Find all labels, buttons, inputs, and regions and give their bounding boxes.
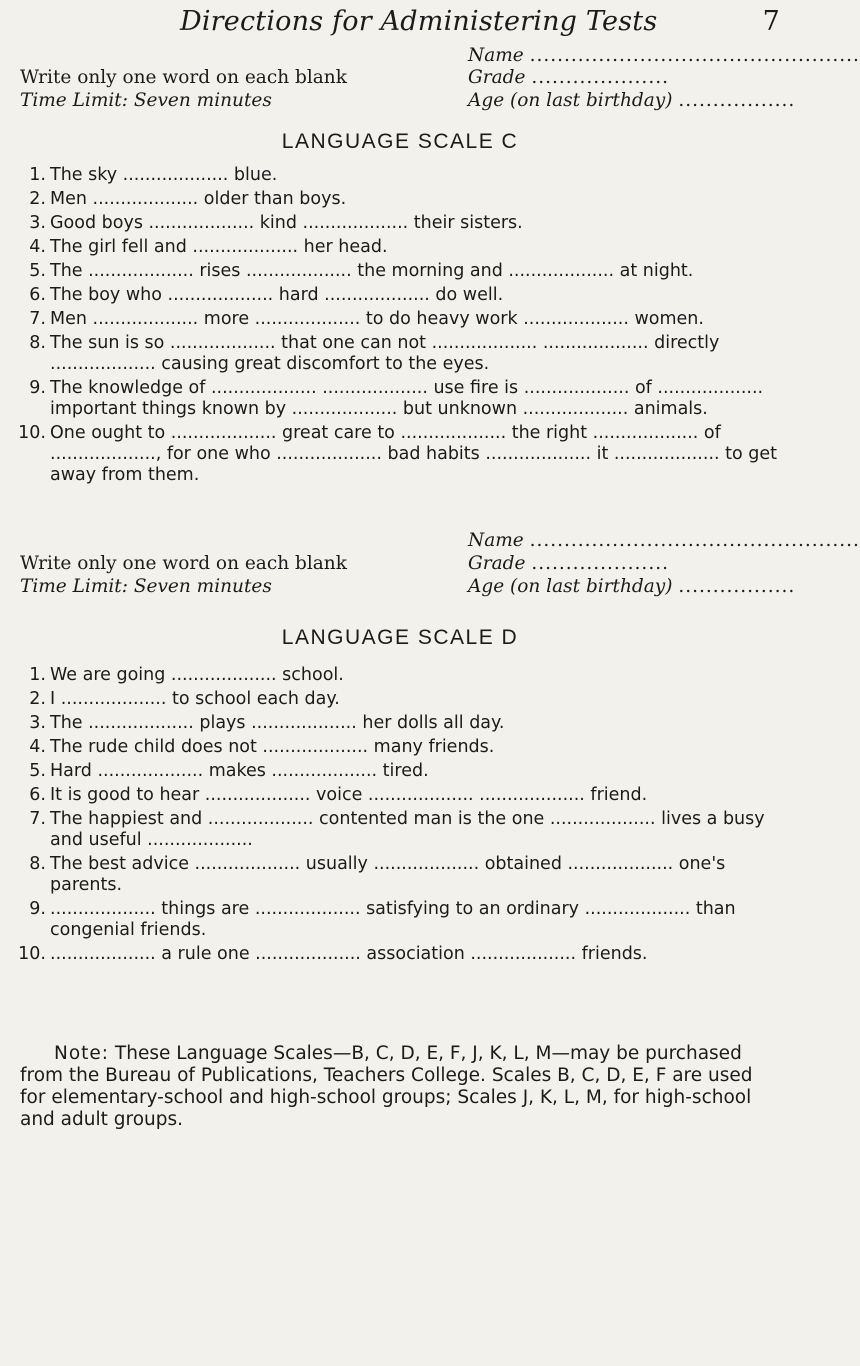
test-d-time-limit-label: Time Limit:: [20, 576, 128, 597]
test-c-name-label: Name: [468, 45, 524, 66]
test-c-age-label: Age (on last birthday): [468, 90, 673, 111]
test-d-time-limit-value: Seven minutes: [133, 576, 272, 597]
test-d-item-6: 6. It is good to hear ................... voice ................... ................... friend.: [29, 785, 648, 805]
test-c-item-5: 5. The ................... rises ................... the morning and ................... at night.: [29, 261, 694, 281]
test-d-age-label: Age (on last birthday): [468, 576, 673, 597]
test-d-name-blank: ................................................: [529, 530, 860, 551]
test-c-grade-blank: ....................: [531, 67, 669, 88]
note-label: Note:: [54, 1043, 110, 1064]
test-c-time-limit: [20, 90, 272, 111]
test-d-item-1: 1. We are going ................... school.: [29, 665, 344, 685]
test-c-time-limit-value: Seven minutes: [133, 90, 272, 111]
test-d-age-blank: .................: [678, 576, 796, 597]
page-number: 7: [762, 6, 780, 37]
running-head: [180, 6, 780, 37]
test-c-name-blank: ................................................: [529, 45, 860, 66]
test-d-item-7: 7. The happiest and ................... contented man is the one ................... lives a busy and useful ...................: [29, 809, 771, 850]
test-c-grade-label: Grade: [468, 67, 526, 88]
test-c-instruction: Write only one word on each blank: [20, 67, 347, 88]
test-c-item-7: 7. Men ................... more ................... to do heavy work ................... women.: [29, 309, 704, 329]
test-c-time-limit-label: Time Limit:: [20, 90, 128, 111]
test-d-grade-line: [468, 553, 669, 574]
test-c-title: LANGUAGE SCALE C: [281, 130, 519, 153]
test-c-item-10: 10. One ought to ................... great care to ................... the right ................... of ..................., for one who ................... bad habits ................... it ................... to get away from them.: [18, 423, 783, 485]
test-c-item-3: 3. Good boys ................... kind ................... their sisters.: [29, 213, 523, 233]
test-d-instruction: Write only one word on each blank: [20, 553, 347, 574]
test-c-item-9: 9. The knowledge of ................... ................... use fire is ................... of ................... important things known by ................... but unknown ................... animals.: [29, 378, 769, 419]
test-d-item-10: 10. ................... a rule one ................... association ................... friends.: [18, 944, 648, 964]
note-text: These Language Scales—B, C, D, E, F, J, K, L, M—may be purchased from the Bureau of Publications, Teachers College. Scales B, C, D, E, F are used for elementary-school and high-school groups; Scales J, K, L, M, for high-school and adult groups.: [20, 1043, 753, 1130]
test-c-item-8: 8. The sun is so ................... that one can not ................... ................... directly ................... causing great discomfort to the eyes.: [29, 333, 725, 374]
running-head-title: Directions for Administering Tests: [180, 6, 658, 37]
test-d-items: [18, 665, 788, 968]
test-d-item-9: 9. ................... things are ................... satisfying to an ordinary ................... than congenial friends.: [29, 899, 742, 940]
test-c-item-4: 4. The girl fell and ................... her head.: [29, 237, 388, 257]
test-d-grade-blank: ....................: [531, 553, 669, 574]
test-d-item-2: 2. I ................... to school each day.: [29, 689, 340, 709]
test-c-item-2: 2. Men ................... older than boys.: [29, 189, 347, 209]
test-d-grade-label: Grade: [468, 553, 526, 574]
test-c-items: [18, 165, 788, 489]
test-d-title: LANGUAGE SCALE D: [281, 626, 519, 649]
test-d-time-limit: [20, 576, 272, 597]
test-d-name-line: [468, 530, 860, 551]
test-c-item-6: 6. The boy who ................... hard ................... do well.: [29, 285, 504, 305]
test-d-item-4: 4. The rude child does not ................... many friends.: [29, 737, 495, 757]
test-c-grade-line: [468, 67, 669, 88]
test-d-item-3: 3. The ................... plays ................... her dolls all day.: [29, 713, 505, 733]
test-c-age-blank: .................: [678, 90, 796, 111]
footnote: [20, 1043, 780, 1131]
test-c-age-line: [468, 90, 795, 111]
test-c-item-1: 1. The sky ................... blue.: [29, 165, 278, 185]
test-d-name-label: Name: [468, 530, 524, 551]
test-d-item-5: 5. Hard ................... makes ................... tired.: [29, 761, 429, 781]
test-d-age-line: [468, 576, 795, 597]
test-c-name-line: [468, 45, 860, 66]
test-d-item-8: 8. The best advice ................... usually ................... obtained ................... one's parents.: [29, 854, 731, 895]
